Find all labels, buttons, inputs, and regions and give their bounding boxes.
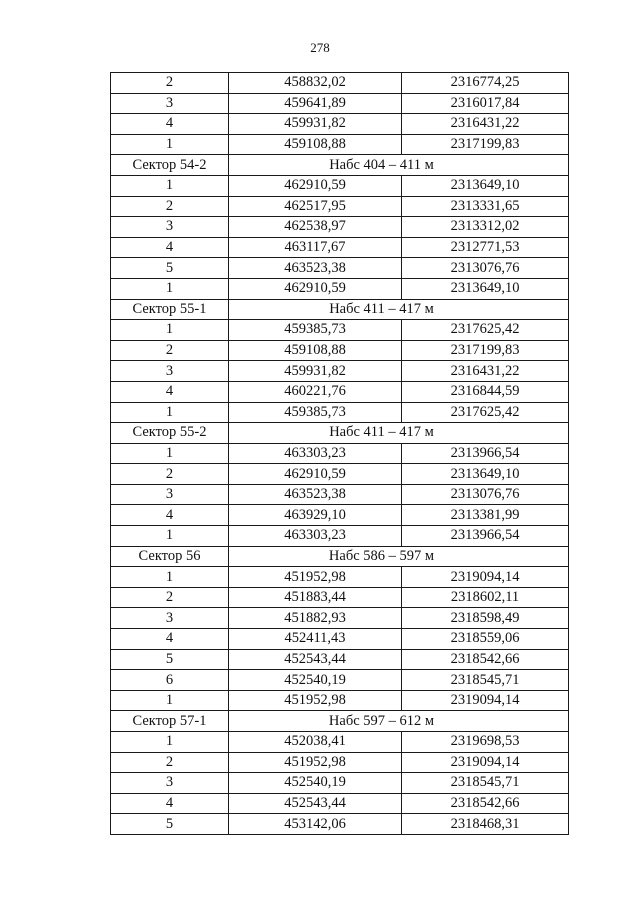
sector-header-row bbox=[111, 299, 569, 320]
table-row bbox=[111, 690, 569, 711]
point-number: 1 bbox=[111, 175, 229, 196]
point-number: 3 bbox=[111, 217, 229, 238]
y-coordinate: 2317199,83 bbox=[402, 340, 569, 361]
table-row bbox=[111, 505, 569, 526]
sector-height-range: Набс 597 – 612 м bbox=[229, 711, 569, 732]
point-number: 5 bbox=[111, 649, 229, 670]
y-coordinate: 2318468,31 bbox=[402, 814, 569, 835]
point-number: 3 bbox=[111, 93, 229, 114]
x-coordinate: 463303,23 bbox=[229, 526, 402, 547]
sector-header-row bbox=[111, 155, 569, 176]
y-coordinate: 2319094,14 bbox=[402, 567, 569, 588]
table-row bbox=[111, 114, 569, 135]
point-number: 2 bbox=[111, 73, 229, 94]
point-number: 2 bbox=[111, 340, 229, 361]
point-number: 2 bbox=[111, 587, 229, 608]
x-coordinate: 459108,88 bbox=[229, 340, 402, 361]
sector-header-row bbox=[111, 546, 569, 567]
x-coordinate: 463929,10 bbox=[229, 505, 402, 526]
x-coordinate: 452411,43 bbox=[229, 629, 402, 650]
point-number: 3 bbox=[111, 361, 229, 382]
point-number: 1 bbox=[111, 134, 229, 155]
y-coordinate: 2312771,53 bbox=[402, 237, 569, 258]
x-coordinate: 459385,73 bbox=[229, 320, 402, 341]
table-row bbox=[111, 629, 569, 650]
y-coordinate: 2318542,66 bbox=[402, 793, 569, 814]
point-number: 4 bbox=[111, 381, 229, 402]
y-coordinate: 2319094,14 bbox=[402, 690, 569, 711]
x-coordinate: 462517,95 bbox=[229, 196, 402, 217]
point-number: 1 bbox=[111, 278, 229, 299]
table-row bbox=[111, 752, 569, 773]
table-row bbox=[111, 196, 569, 217]
sector-height-range: Набс 404 – 411 м bbox=[229, 155, 569, 176]
x-coordinate: 458832,02 bbox=[229, 73, 402, 94]
y-coordinate: 2313966,54 bbox=[402, 526, 569, 547]
table-row bbox=[111, 587, 569, 608]
x-coordinate: 451952,98 bbox=[229, 567, 402, 588]
y-coordinate: 2318545,71 bbox=[402, 670, 569, 691]
x-coordinate: 463523,38 bbox=[229, 258, 402, 279]
table-row bbox=[111, 484, 569, 505]
x-coordinate: 452543,44 bbox=[229, 649, 402, 670]
table-row bbox=[111, 175, 569, 196]
sector-name: Сектор 54-2 bbox=[111, 155, 229, 176]
y-coordinate: 2313649,10 bbox=[402, 464, 569, 485]
y-coordinate: 2317625,42 bbox=[402, 402, 569, 423]
x-coordinate: 459108,88 bbox=[229, 134, 402, 155]
sector-height-range: Набс 411 – 417 м bbox=[229, 423, 569, 444]
y-coordinate: 2313966,54 bbox=[402, 443, 569, 464]
point-number: 1 bbox=[111, 690, 229, 711]
y-coordinate: 2318542,66 bbox=[402, 649, 569, 670]
point-number: 3 bbox=[111, 608, 229, 629]
sector-name: Сектор 56 bbox=[111, 546, 229, 567]
point-number: 6 bbox=[111, 670, 229, 691]
point-number: 2 bbox=[111, 752, 229, 773]
table-row bbox=[111, 73, 569, 94]
point-number: 1 bbox=[111, 402, 229, 423]
x-coordinate: 460221,76 bbox=[229, 381, 402, 402]
point-number: 4 bbox=[111, 237, 229, 258]
x-coordinate: 463303,23 bbox=[229, 443, 402, 464]
table-row bbox=[111, 340, 569, 361]
point-number: 2 bbox=[111, 464, 229, 485]
x-coordinate: 452038,41 bbox=[229, 732, 402, 753]
x-coordinate: 453142,06 bbox=[229, 814, 402, 835]
y-coordinate: 2318545,71 bbox=[402, 773, 569, 794]
y-coordinate: 2316017,84 bbox=[402, 93, 569, 114]
y-coordinate: 2313649,10 bbox=[402, 175, 569, 196]
x-coordinate: 459931,82 bbox=[229, 361, 402, 382]
table-row bbox=[111, 320, 569, 341]
table-row bbox=[111, 361, 569, 382]
page-number: 278 bbox=[310, 40, 330, 55]
coordinates-table-body bbox=[111, 73, 569, 835]
y-coordinate: 2316774,25 bbox=[402, 73, 569, 94]
point-number: 5 bbox=[111, 814, 229, 835]
x-coordinate: 463523,38 bbox=[229, 484, 402, 505]
point-number: 5 bbox=[111, 258, 229, 279]
y-coordinate: 2313331,65 bbox=[402, 196, 569, 217]
y-coordinate: 2317199,83 bbox=[402, 134, 569, 155]
x-coordinate: 452540,19 bbox=[229, 670, 402, 691]
point-number: 4 bbox=[111, 793, 229, 814]
x-coordinate: 462538,97 bbox=[229, 217, 402, 238]
table-row bbox=[111, 237, 569, 258]
x-coordinate: 452540,19 bbox=[229, 773, 402, 794]
sector-height-range: Набс 586 – 597 м bbox=[229, 546, 569, 567]
table-row bbox=[111, 217, 569, 238]
y-coordinate: 2313076,76 bbox=[402, 484, 569, 505]
point-number: 4 bbox=[111, 629, 229, 650]
coordinates-table bbox=[110, 72, 569, 835]
x-coordinate: 463117,67 bbox=[229, 237, 402, 258]
table-row bbox=[111, 814, 569, 835]
point-number: 2 bbox=[111, 196, 229, 217]
table-row bbox=[111, 526, 569, 547]
y-coordinate: 2319698,53 bbox=[402, 732, 569, 753]
table-row bbox=[111, 732, 569, 753]
sector-header-row bbox=[111, 423, 569, 444]
sector-name: Сектор 57-1 bbox=[111, 711, 229, 732]
point-number: 1 bbox=[111, 526, 229, 547]
y-coordinate: 2318602,11 bbox=[402, 587, 569, 608]
x-coordinate: 462910,59 bbox=[229, 278, 402, 299]
x-coordinate: 462910,59 bbox=[229, 175, 402, 196]
table-row bbox=[111, 670, 569, 691]
point-number: 3 bbox=[111, 773, 229, 794]
y-coordinate: 2316431,22 bbox=[402, 361, 569, 382]
table-row bbox=[111, 443, 569, 464]
x-coordinate: 451952,98 bbox=[229, 690, 402, 711]
point-number: 1 bbox=[111, 732, 229, 753]
y-coordinate: 2316844,59 bbox=[402, 381, 569, 402]
table-row bbox=[111, 381, 569, 402]
table-row bbox=[111, 567, 569, 588]
y-coordinate: 2313649,10 bbox=[402, 278, 569, 299]
point-number: 4 bbox=[111, 505, 229, 526]
sector-height-range: Набс 411 – 417 м bbox=[229, 299, 569, 320]
x-coordinate: 459385,73 bbox=[229, 402, 402, 423]
x-coordinate: 452543,44 bbox=[229, 793, 402, 814]
y-coordinate: 2313312,02 bbox=[402, 217, 569, 238]
table-row bbox=[111, 649, 569, 670]
y-coordinate: 2318598,49 bbox=[402, 608, 569, 629]
y-coordinate: 2313381,99 bbox=[402, 505, 569, 526]
point-number: 1 bbox=[111, 567, 229, 588]
sector-name: Сектор 55-1 bbox=[111, 299, 229, 320]
y-coordinate: 2316431,22 bbox=[402, 114, 569, 135]
y-coordinate: 2319094,14 bbox=[402, 752, 569, 773]
table-row bbox=[111, 402, 569, 423]
table-row bbox=[111, 93, 569, 114]
y-coordinate: 2317625,42 bbox=[402, 320, 569, 341]
x-coordinate: 451882,93 bbox=[229, 608, 402, 629]
table-row bbox=[111, 134, 569, 155]
table-row bbox=[111, 278, 569, 299]
y-coordinate: 2313076,76 bbox=[402, 258, 569, 279]
x-coordinate: 451883,44 bbox=[229, 587, 402, 608]
x-coordinate: 459931,82 bbox=[229, 114, 402, 135]
table-row bbox=[111, 464, 569, 485]
point-number: 3 bbox=[111, 484, 229, 505]
table-row bbox=[111, 793, 569, 814]
point-number: 4 bbox=[111, 114, 229, 135]
point-number: 1 bbox=[111, 443, 229, 464]
x-coordinate: 459641,89 bbox=[229, 93, 402, 114]
point-number: 1 bbox=[111, 320, 229, 341]
x-coordinate: 462910,59 bbox=[229, 464, 402, 485]
table-row bbox=[111, 608, 569, 629]
sector-header-row bbox=[111, 711, 569, 732]
x-coordinate: 451952,98 bbox=[229, 752, 402, 773]
y-coordinate: 2318559,06 bbox=[402, 629, 569, 650]
table-row bbox=[111, 773, 569, 794]
sector-name: Сектор 55-2 bbox=[111, 423, 229, 444]
table-row bbox=[111, 258, 569, 279]
